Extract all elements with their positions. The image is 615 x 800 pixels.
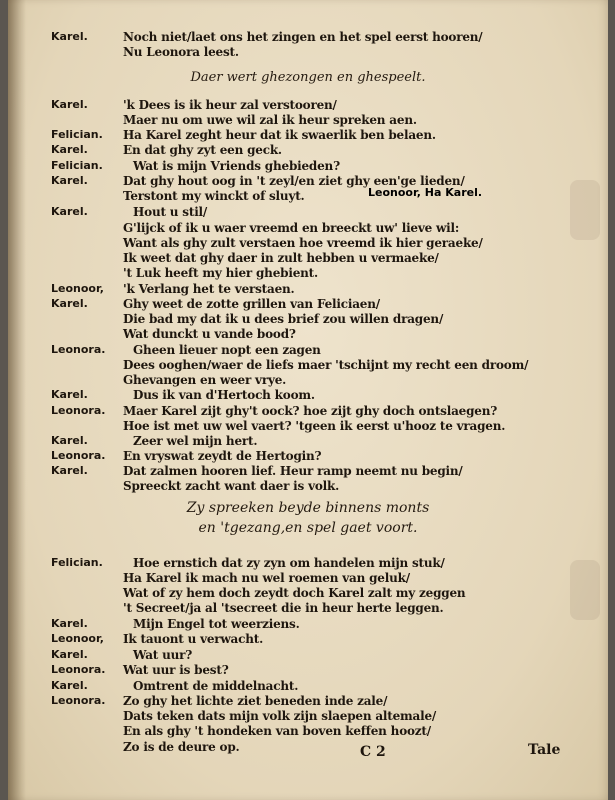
verse-line [8, 632, 608, 646]
verse-text: Hoe ernstich dat zy zyn om handelen mijn stuk/ [133, 556, 445, 570]
verse-line [8, 479, 608, 493]
verse-line [8, 221, 608, 235]
verse-text: Spreeckt zacht want daer is volk. [123, 479, 340, 493]
verse-text: Noch niet/laet ons het zingen en het spel eerst hooren/ [123, 30, 483, 44]
verse-line [8, 159, 608, 173]
verse-line [8, 601, 608, 615]
verse-line [8, 358, 608, 372]
verse-line [8, 740, 608, 754]
speaker-name: Leonora. [51, 404, 106, 417]
verse-text: Ghy weet de zotte grillen van Feliciaen/ [123, 297, 380, 311]
verse-text: Ghevangen en weer vrye. [123, 373, 287, 387]
verse-line [8, 251, 608, 265]
verse-line [8, 724, 608, 738]
verse-line [8, 327, 608, 341]
verse-line [8, 98, 608, 112]
verse-text: Ik tauont u verwacht. [123, 632, 264, 646]
verse-line [8, 143, 608, 157]
verse-text: 't Luk heeft my hier ghebient. [123, 266, 318, 280]
verse-text: Terstont my winckt of sluyt. [123, 189, 305, 203]
stage-direction: Daer wert ghezongen en ghespeelt. [190, 70, 426, 85]
verse-line [8, 236, 608, 250]
verse-text: Wat is mijn Vriends ghebieden? [133, 159, 340, 173]
verse-text: Maer nu om uwe wil zal ik heur spreken aen. [123, 113, 417, 127]
verse-text: Dat zalmen hooren lief. Heur ramp neemt nu begin/ [123, 464, 463, 478]
verse-line [8, 343, 608, 357]
verse-text: Gheen lieuer nopt een zagen [133, 343, 321, 357]
verse-line [8, 464, 608, 478]
verse-text: Dats teken dats mijn volk zijn slaepen altemale/ [123, 709, 437, 723]
verse-line [8, 709, 608, 723]
verse-text: Wat uur is best? [123, 663, 229, 677]
verse-line [8, 617, 608, 631]
verse-line [8, 189, 608, 203]
speaker-name: Leonora. [51, 694, 106, 707]
verse-text: Dat ghy hout oog in 't zeyl/en ziet ghy een'ge lieden/ [123, 174, 465, 188]
verse-text: Want als ghy zult verstaen hoe vreemd ik hier geraeke/ [123, 236, 483, 250]
verse-line [8, 648, 608, 662]
signature-mark: C 2 [360, 744, 386, 760]
verse-text: Die bad my dat ik u dees brief zou willen dragen/ [123, 312, 444, 326]
speaker-name: Leonora. [51, 449, 106, 462]
verse-text: Mijn Engel tot weerziens. [133, 617, 300, 631]
speaker-name: Leonora. [51, 663, 106, 676]
speaker-name: Felician. [51, 128, 103, 141]
verse-line [8, 266, 608, 280]
verse-text: Zeer wel mijn hert. [133, 434, 258, 448]
verse-line [8, 373, 608, 387]
verse-text: Wat of zy hem doch zeydt doch Karel zalt my zeggen [123, 586, 466, 600]
speaker-name: Karel. [51, 205, 88, 218]
speaker-name: Karel. [51, 648, 88, 661]
speaker-name: Karel. [51, 297, 88, 310]
verse-line [8, 174, 608, 188]
speaker-name: Leonoor, [51, 632, 104, 645]
speaker-name: Karel. [51, 434, 88, 447]
verse-text: Ik weet dat ghy daer in zult hebben u vermaeke/ [123, 251, 439, 265]
verse-text: G'lijck of ik u waer vreemd en breeckt uw' lieve wil: [123, 221, 460, 235]
verse-line [8, 586, 608, 600]
verse-line [8, 404, 608, 418]
verse-line [8, 113, 608, 127]
verse-line [8, 434, 608, 448]
verse-text: Omtrent de middelnacht. [133, 679, 299, 693]
verse-text: Zo is de deure op. [123, 740, 240, 754]
verse-line [8, 679, 608, 693]
verse-text: Hout u stil/ [133, 205, 208, 219]
verse-line [8, 449, 608, 463]
verse-text: Dees ooghen/waer de liefs maer 'tschijnt my recht een droom/ [123, 358, 529, 372]
speaker-name: Karel. [51, 464, 88, 477]
speaker-name: Karel. [51, 98, 88, 111]
verse-text: 'k Dees is ik heur zal verstooren/ [123, 98, 337, 112]
verse-line [8, 388, 608, 402]
verse-text: Zo ghy het lichte ziet beneden inde zale/ [123, 694, 388, 708]
verse-text: Ha Karel ik mach nu wel roemen van geluk/ [123, 571, 410, 585]
speaker-name: Karel. [51, 174, 88, 187]
verse-line [8, 128, 608, 142]
verse-text: Wat dunckt u vande bood? [123, 327, 296, 341]
speaker-name: Karel. [51, 388, 88, 401]
verse-line [8, 419, 608, 433]
speaker-name: Karel. [51, 30, 88, 43]
verse-line [8, 30, 608, 44]
stage-direction: Zy spreeken beyde binnens monts [186, 500, 430, 516]
book-page [8, 0, 608, 800]
speaker-name: Felician. [51, 556, 103, 569]
verse-line [8, 312, 608, 326]
speaker-name: Felician. [51, 159, 103, 172]
verse-text: En vryswat zeydt de Hertogin? [123, 449, 322, 463]
verse-text: 't Secreet/ja al 'tsecreet die in heur herte leggen. [123, 601, 444, 615]
verse-line [8, 297, 608, 311]
speaker-name: Karel. [51, 143, 88, 156]
verse-text: Maer Karel zijt ghy't oock? hoe zijt ghy doch ontslaegen? [123, 404, 498, 418]
verse-line [8, 694, 608, 708]
verse-line [8, 205, 608, 219]
verse-line [8, 571, 608, 585]
verse-line [8, 663, 608, 677]
speaker-name: Karel. [51, 679, 88, 692]
speaker-name: Leonora. [51, 343, 106, 356]
catchword: Tale [528, 742, 561, 758]
speaker-name: Leonoor, [51, 282, 104, 295]
verse-line [8, 45, 608, 59]
speaker-name: Karel. [51, 617, 88, 630]
verse-text: Ha Karel zeght heur dat ik swaerlik ben belaen. [123, 128, 436, 142]
verse-text: 'k Verlang het te verstaen. [123, 282, 295, 296]
verse-text: En dat ghy zyt een geck. [123, 143, 282, 157]
verse-text: En als ghy 't hondeken van boven keffen hoozt/ [123, 724, 431, 738]
stage-direction: en 'tgezang,en spel gaet voort. [198, 520, 418, 536]
verse-line [8, 556, 608, 570]
verse-text: Wat uur? [133, 648, 193, 662]
verse-line [8, 282, 608, 296]
verse-text: Dus ik van d'Hertoch koom. [133, 388, 315, 402]
verse-text: Hoe ist met uw wel vaert? 'tgeen ik eerst u'hooz te vragen. [123, 419, 506, 433]
verse-text: Nu Leonora leest. [123, 45, 239, 59]
side-note: Leonoor, Ha Karel. [368, 186, 483, 199]
